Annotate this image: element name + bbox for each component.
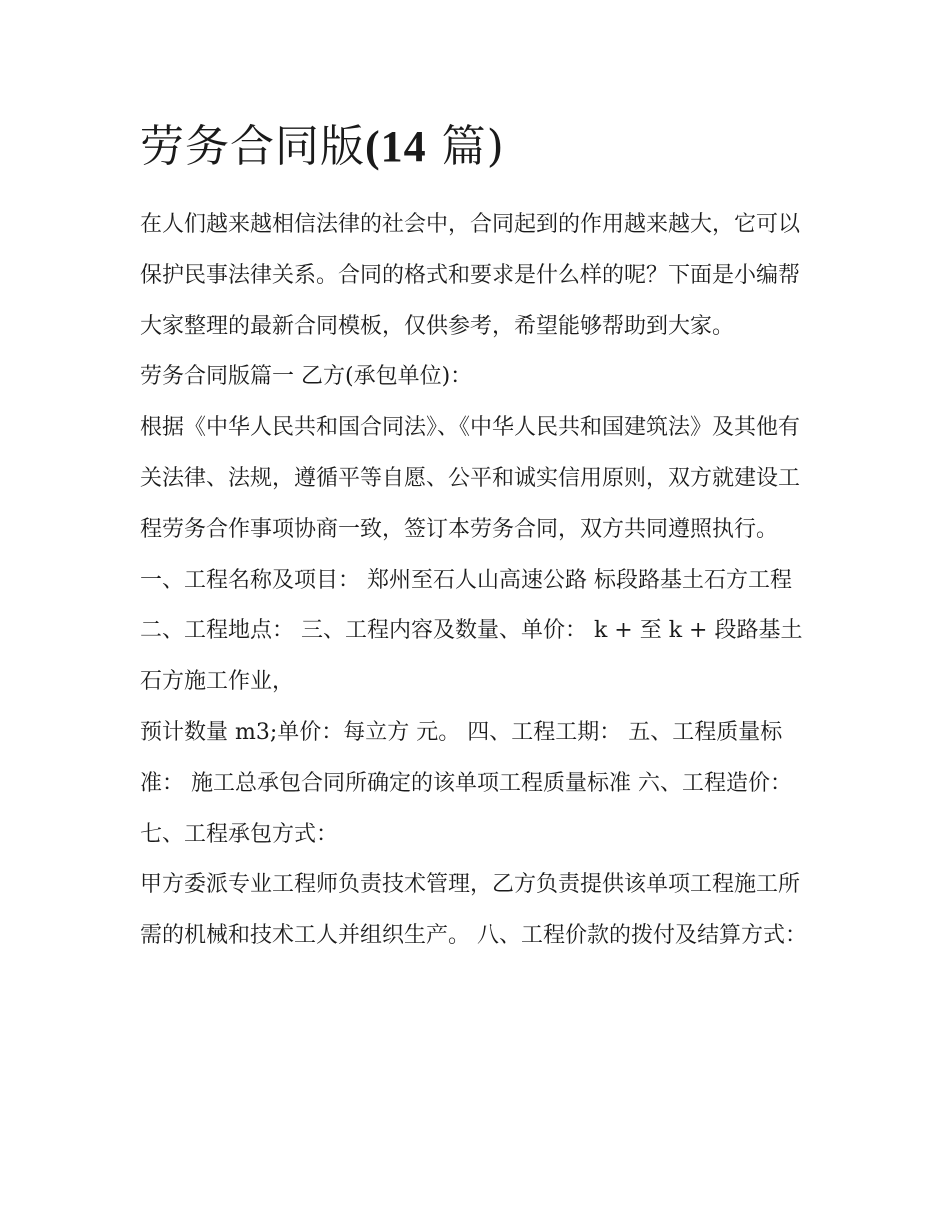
contract-basis-paragraph: 根据《中华人民共和国合同法》、《中华人民共和国建筑法》及其他有关法律、法规，遵循平等自愿、公平和诚实信用原则，双方就建设工程劳务合作事项协商一致，签订本劳务合同，双方共同遵照执行。 [140,415,801,542]
intro-paragraph: 在人们越来越相信法律的社会中，合同起到的作用越来越大，它可以保护民事法律关系。合同的格式和要求是什么样的呢？下面是小编帮大家整理的最新合同模板，仅供参考，希望能够帮助到大家。 [140,212,801,339]
project-info-paragraph: 一、工程名称及项目： 郑州至石人山高速公路 标段路基土石方工程 二、工程地点： 三、工程内容及数量、单价： k + 至 k + 段路基土石方施工作业， [140,567,803,695]
document-title [140,108,820,186]
document-page [140,108,820,962]
title-tail: 篇) [426,121,505,172]
title-count: (14 [365,122,427,171]
quantity-price-paragraph: 预计数量 m3;单价：每立方 元。 四、工程工期： 五、工程质量标准： 施工总承包合同所确定的该单项工程质量标准 六、工程造价： 七、工程承包方式： [140,719,792,847]
section-heading: 劳务合同版篇一 乙方(承包单位)： [140,364,473,390]
title-main: 劳务合同版 [140,121,365,172]
management-paragraph: 甲方委派专业工程师负责技术管理，乙方负责提供该单项工程施工所需的机械和技术工人并组织生产。 八、工程价款的拨付及结算方式： [140,872,807,949]
